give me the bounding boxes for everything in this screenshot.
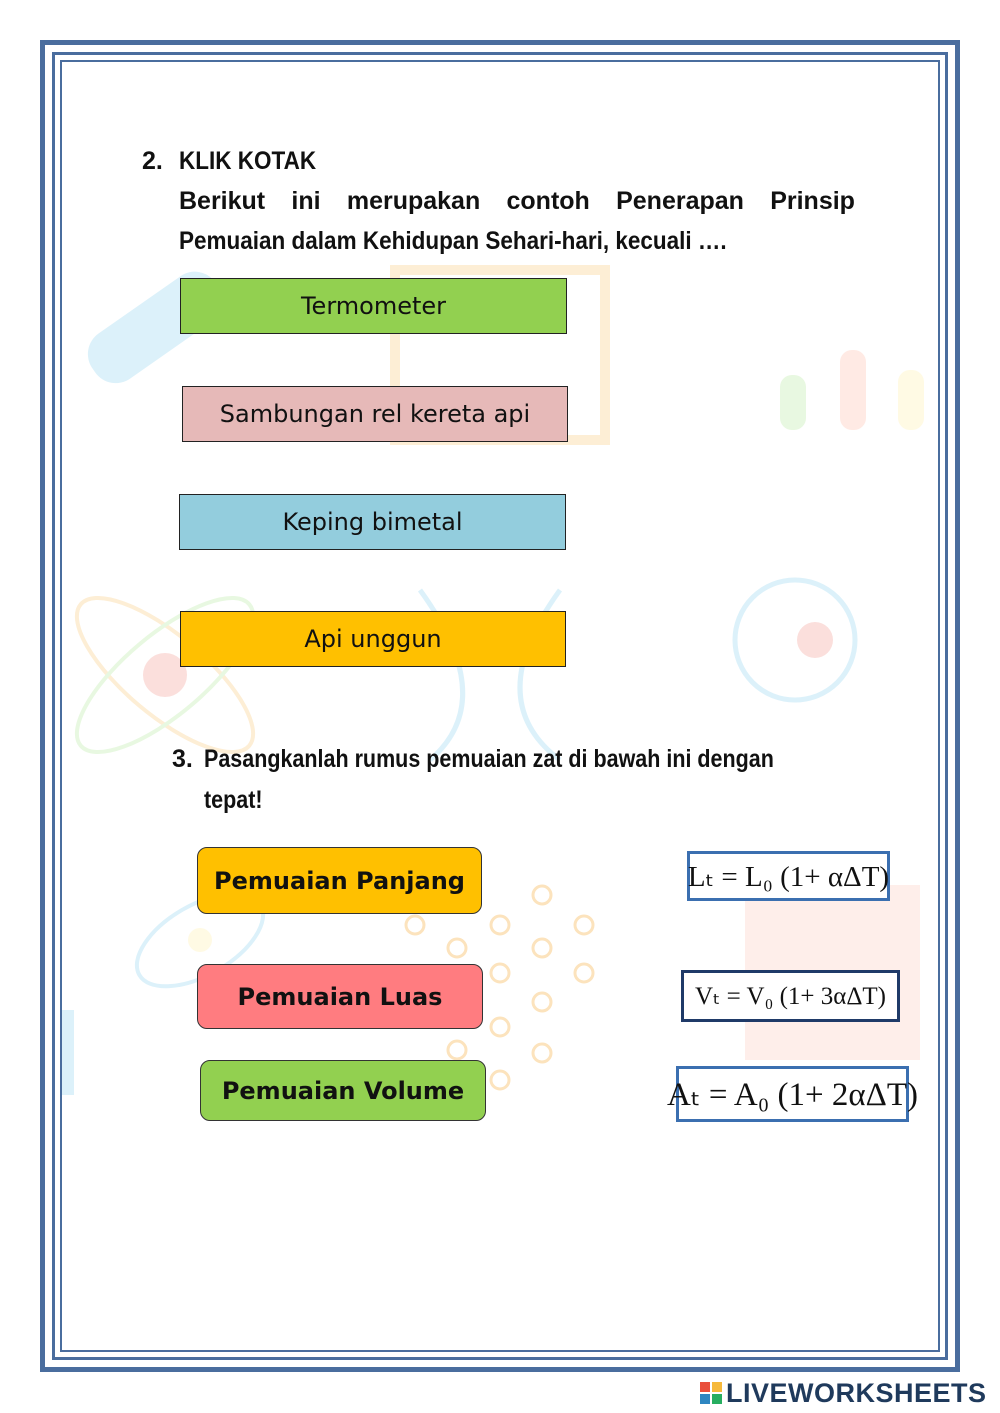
question-3-text-line-2: tepat!	[204, 786, 263, 814]
word: merupakan	[346, 187, 481, 215]
logo-square	[712, 1382, 722, 1392]
word: Prinsip	[770, 187, 855, 215]
option-api-unggun[interactable]: Api unggun	[180, 611, 566, 667]
logo-square	[700, 1394, 710, 1404]
option-keping-bimetal[interactable]: Keping bimetal	[179, 494, 566, 550]
match-item-pemuaian-luas[interactable]: Pemuaian Luas	[197, 964, 483, 1029]
word: Berikut	[179, 187, 266, 215]
question-3-text-line-1: Pasangkanlah rumus pemuaian zat di bawah ini dengan	[204, 745, 774, 773]
logo-grid-icon	[700, 1382, 722, 1404]
match-item-pemuaian-panjang[interactable]: Pemuaian Panjang	[197, 847, 482, 914]
liveworksheets-logo	[700, 1376, 987, 1410]
question-2-number: 2.	[142, 147, 163, 175]
word: contoh	[506, 187, 590, 215]
formula-area-expansion[interactable]: Aₜ = A₀ (1+ 2αΔT)	[676, 1066, 909, 1122]
logo-square	[700, 1382, 710, 1392]
logo-text: LIVEWORKSHEETS	[726, 1377, 987, 1408]
logo-square	[712, 1394, 722, 1404]
match-item-pemuaian-volume[interactable]: Pemuaian Volume	[200, 1060, 486, 1121]
word: Penerapan	[616, 187, 744, 215]
question-2-text-line-2: Pemuaian dalam Kehidupan Sehari-hari, kecuali ….	[179, 227, 727, 255]
question-2-text-line-1	[179, 181, 855, 221]
formula-volume-expansion[interactable]: Vₜ = V₀ (1+ 3αΔT)	[681, 970, 900, 1022]
option-sambungan-rel[interactable]: Sambungan rel kereta api	[182, 386, 568, 442]
formula-linear-expansion[interactable]: Lₜ = L₀ (1+ αΔT)	[687, 851, 890, 901]
option-termometer[interactable]: Termometer	[180, 278, 567, 334]
question-3-number: 3.	[172, 745, 193, 773]
question-2-title: KLIK KOTAK	[179, 147, 317, 175]
word: ini	[291, 187, 321, 215]
